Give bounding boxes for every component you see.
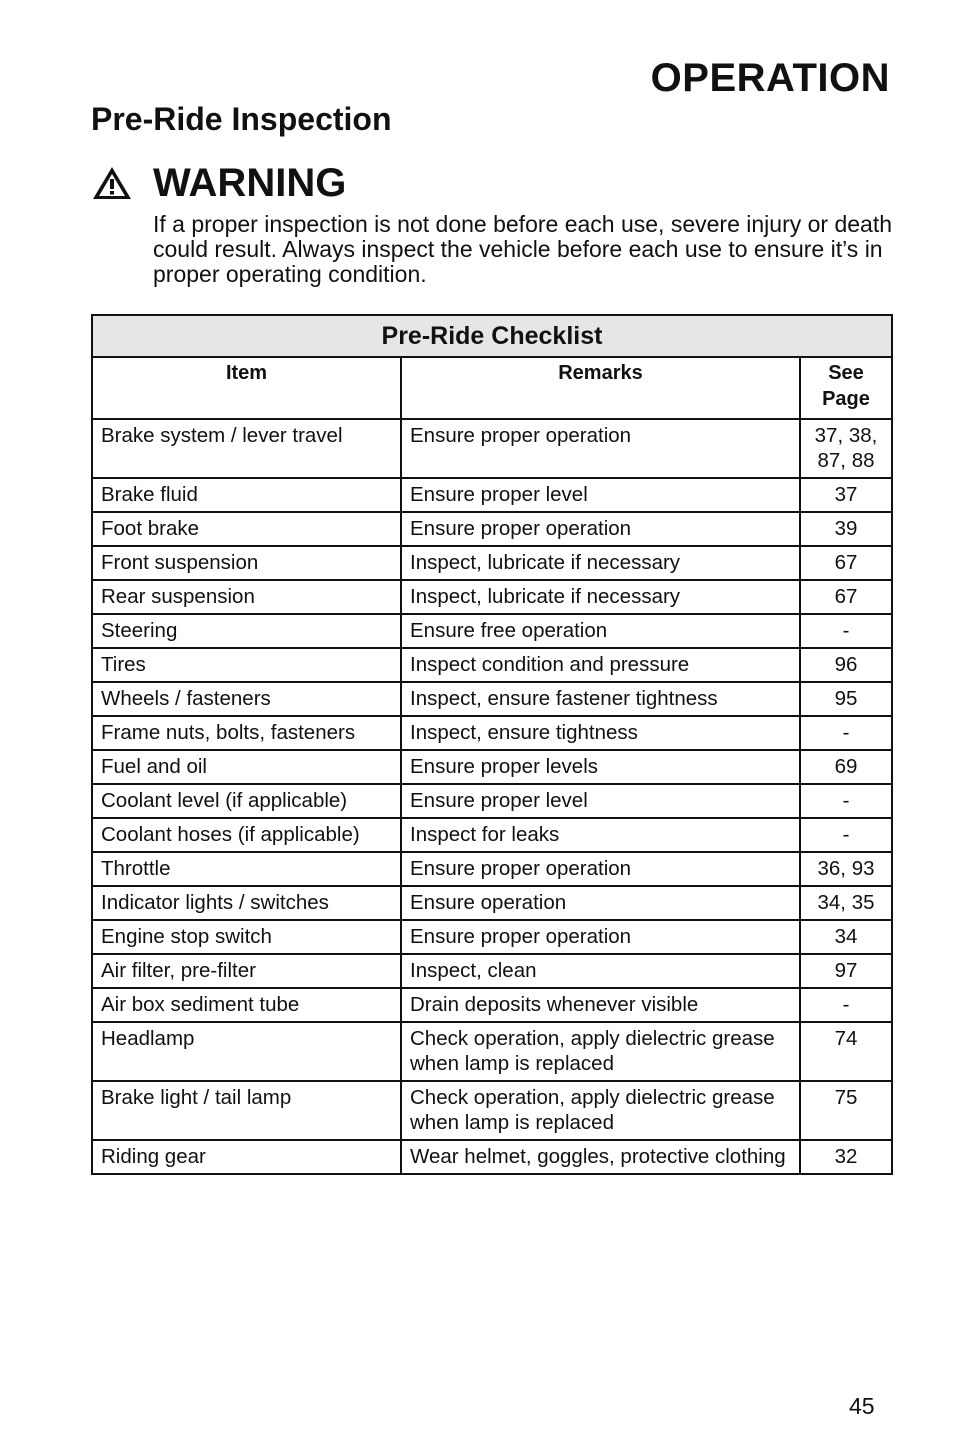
- item-cell: Engine stop switch: [92, 920, 401, 954]
- table-row: [92, 648, 892, 682]
- remarks-cell: Inspect, ensure fastener tightness: [401, 682, 800, 716]
- item-cell: Tires: [92, 648, 401, 682]
- page-cell: -: [800, 716, 892, 750]
- page-cell: 95: [800, 682, 892, 716]
- table-row: [92, 1081, 892, 1140]
- table-row: [92, 546, 892, 580]
- table-row: [92, 852, 892, 886]
- item-cell: Coolant hoses (if applicable): [92, 818, 401, 852]
- item-cell: Air box sediment tube: [92, 988, 401, 1022]
- pre-ride-checklist-table: [91, 314, 893, 1175]
- item-cell: Front suspension: [92, 546, 401, 580]
- see-page-label: See Page: [822, 362, 870, 410]
- remarks-cell: Ensure proper operation: [401, 419, 800, 478]
- warning-heading: [91, 160, 346, 206]
- item-cell: Brake fluid: [92, 478, 401, 512]
- page-cell: -: [800, 818, 892, 852]
- item-cell: Foot brake: [92, 512, 401, 546]
- warning-text: If a proper inspection is not done before each use, severe injury or death could result. Always inspect the vehicle before each use to ensure it’s in proper operating condition.: [153, 211, 893, 287]
- page-cell: [800, 419, 892, 478]
- page-cell: 34, 35: [800, 886, 892, 920]
- page-cell: 39: [800, 512, 892, 546]
- column-header-remarks: Remarks: [401, 357, 800, 419]
- item-cell: Fuel and oil: [92, 750, 401, 784]
- item-cell: Coolant level (if applicable): [92, 784, 401, 818]
- remarks-cell: Inspect condition and pressure: [401, 648, 800, 682]
- item-cell: Wheels / fasteners: [92, 682, 401, 716]
- remarks-cell: Ensure proper level: [401, 478, 800, 512]
- item-cell: Brake light / tail lamp: [92, 1081, 401, 1140]
- remarks-cell: Ensure operation: [401, 886, 800, 920]
- table-row: [92, 920, 892, 954]
- table-row: [92, 1140, 892, 1174]
- table-row: [92, 512, 892, 546]
- item-cell: Indicator lights / switches: [92, 886, 401, 920]
- page-cell: 74: [800, 1022, 892, 1081]
- page-cell: 37: [800, 478, 892, 512]
- page-cell: 69: [800, 750, 892, 784]
- item-cell: Brake system / lever travel: [92, 419, 401, 478]
- table-row: [92, 784, 892, 818]
- section-title: OPERATION: [650, 56, 890, 100]
- table-row: [92, 1022, 892, 1081]
- column-header-see-page: [800, 357, 892, 419]
- remarks-cell: Inspect, clean: [401, 954, 800, 988]
- subsection-title: Pre-Ride Inspection: [91, 101, 392, 137]
- remarks-cell: Ensure proper operation: [401, 852, 800, 886]
- remarks-cell: Inspect, ensure tightness: [401, 716, 800, 750]
- table-row: [92, 818, 892, 852]
- remarks-cell: Ensure proper level: [401, 784, 800, 818]
- page-cell: 97: [800, 954, 892, 988]
- remarks-cell: Ensure proper levels: [401, 750, 800, 784]
- table-row: [92, 614, 892, 648]
- table-row: [92, 954, 892, 988]
- table-row: [92, 478, 892, 512]
- remarks-cell: Check operation, apply dielectric grease when lamp is replaced: [401, 1081, 800, 1140]
- page-cell: 36, 93: [800, 852, 892, 886]
- page-number: 45: [849, 1393, 875, 1419]
- remarks-cell: Ensure proper operation: [401, 512, 800, 546]
- table-row: [92, 419, 892, 478]
- page-cell: -: [800, 614, 892, 648]
- warning-title: WARNING: [153, 160, 347, 205]
- column-header-item: Item: [92, 357, 401, 419]
- remarks-cell: Ensure proper operation: [401, 920, 800, 954]
- page-cell: 32: [800, 1140, 892, 1174]
- remarks-cell: Inspect, lubricate if necessary: [401, 580, 800, 614]
- item-cell: Rear suspension: [92, 580, 401, 614]
- remarks-cell: Check operation, apply dielectric grease when lamp is replaced: [401, 1022, 800, 1081]
- table-row: [92, 988, 892, 1022]
- item-cell: Air filter, pre-filter: [92, 954, 401, 988]
- item-cell: Riding gear: [92, 1140, 401, 1174]
- page-cell: 75: [800, 1081, 892, 1140]
- table-row: [92, 580, 892, 614]
- checklist-body: [92, 419, 892, 1174]
- table-row: [92, 716, 892, 750]
- remarks-cell: Inspect for leaks: [401, 818, 800, 852]
- item-cell: Throttle: [92, 852, 401, 886]
- item-cell: Frame nuts, bolts, fasteners: [92, 716, 401, 750]
- remarks-cell: Inspect, lubricate if necessary: [401, 546, 800, 580]
- table-row: [92, 682, 892, 716]
- page-cell: 96: [800, 648, 892, 682]
- remarks-cell: Ensure free operation: [401, 614, 800, 648]
- page-cell: 67: [800, 546, 892, 580]
- table-row: [92, 750, 892, 784]
- item-cell: Steering: [92, 614, 401, 648]
- page-ref: 37, 38, 87, 88: [814, 424, 878, 472]
- remarks-cell: Wear helmet, goggles, protective clothing: [401, 1140, 800, 1174]
- remarks-cell: Drain deposits whenever visible: [401, 988, 800, 1022]
- item-cell: Headlamp: [92, 1022, 401, 1081]
- page-cell: -: [800, 988, 892, 1022]
- page-cell: 34: [800, 920, 892, 954]
- table-row: [92, 886, 892, 920]
- warning-triangle-icon: [91, 165, 133, 201]
- checklist-title: Pre-Ride Checklist: [92, 315, 892, 357]
- page-cell: -: [800, 784, 892, 818]
- page-cell: 67: [800, 580, 892, 614]
